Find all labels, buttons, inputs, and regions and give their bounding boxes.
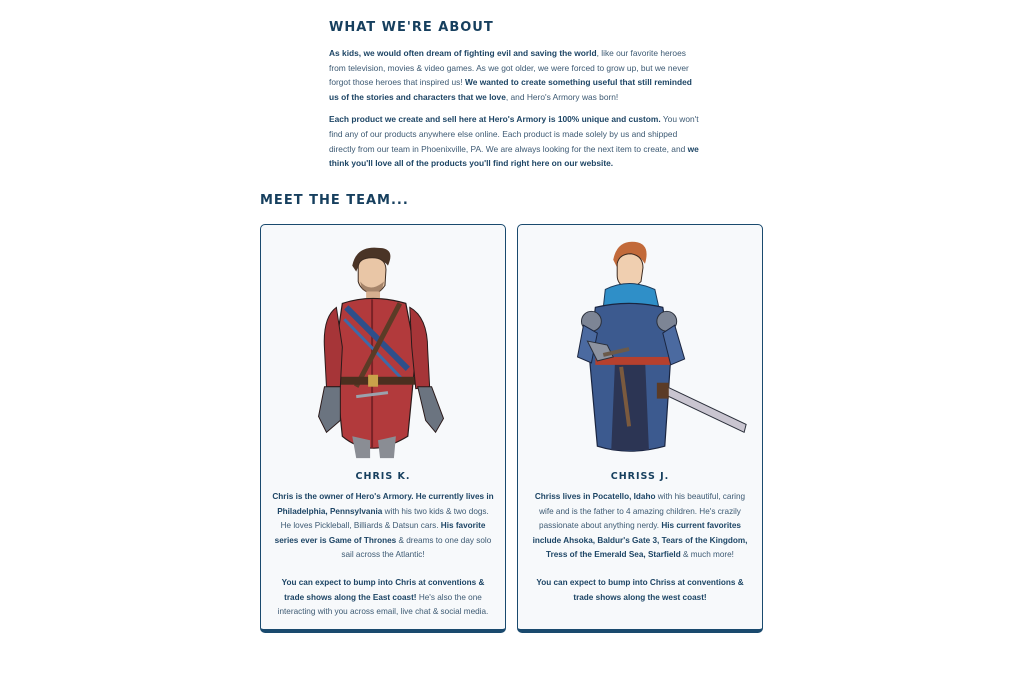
team-member-conventions: [528, 576, 752, 605]
bio-bold-2: His favorite series ever is Game of Thrones: [274, 521, 486, 545]
about-p1-bold-1: As kids, we would often dream of fighting evil and saving the world: [329, 48, 597, 58]
about-paragraph-2: [329, 112, 699, 170]
about-p2-bold-1: Each product we create and sell here at Hero's Armory is 100% unique and custom.: [329, 114, 661, 125]
team-heading: MEET THE TEAM...: [260, 193, 409, 208]
chris-portrait-illustration: [261, 237, 505, 462]
about-heading: WHAT WE'RE ABOUT: [329, 20, 494, 35]
about-p2-bold-2: we think you'll love all of the products you'll find right here on our website.: [329, 143, 699, 169]
about-p1-text-1: , like our favorite heroes from television, movies & video games. As we got older, we were forced to grow up, but we never forgot those heroes that inspired us!: [329, 48, 689, 88]
bio-bold-2: His current favorites include Ahsoka, Baldur's Gate 3, Tears of the Kingdom, Tress of the Emerald Sea, Starfield: [532, 521, 748, 559]
team-member-conventions: [271, 576, 495, 620]
chriss-portrait-illustration: [518, 237, 762, 462]
bio-text-2: & dreams to one day solo sail across the Atlantic!: [341, 535, 492, 559]
about-section: [329, 20, 699, 171]
team-member-bio: [271, 490, 495, 563]
conventions-bold: You can expect to bump into Chriss at conventions & trade shows along the west coast!: [536, 578, 744, 602]
team-member-name: CHRISS J.: [610, 471, 670, 482]
team-card-chris: [260, 224, 506, 633]
team-member-bio: [528, 490, 752, 563]
team-card-chriss: [517, 224, 763, 633]
about-p1-bold-2: We wanted to create something useful that still reminded us of the stories and characters that we love: [329, 77, 692, 102]
about-paragraph-1: [329, 46, 699, 104]
about-p1-text-2: , and Hero's Armory was born!: [505, 91, 619, 102]
about-p2-text-1: You won't find any of our products anywhere else online. Each product is made solely by us and shipped directly from our team in Phoenixville, PA. We are always looking for the next item to create, and: [329, 114, 699, 154]
bio-bold-1: Chriss lives in Pocatello, Idaho: [534, 492, 656, 501]
bio-text-1: with his beautiful, caring wife and is the father to 4 amazing children. He's crazily passionate about anything nerdy.: [539, 492, 746, 530]
bio-bold-1: Chris is the owner of Hero's Armory. He currently lives in Philadelphia, Pennsylvania: [272, 492, 494, 516]
bio-text-2: & much more!: [680, 550, 734, 559]
conventions-text: He's also the one interacting with you across email, live chat & social media.: [277, 592, 489, 616]
team-member-name: CHRIS K.: [355, 471, 411, 482]
conventions-bold: You can expect to bump into Chris at conventions & trade shows along the East coast!: [281, 578, 485, 602]
bio-text-1: with his two kids & two dogs. He loves Pickleball, Billiards & Datsun cars.: [280, 506, 489, 530]
